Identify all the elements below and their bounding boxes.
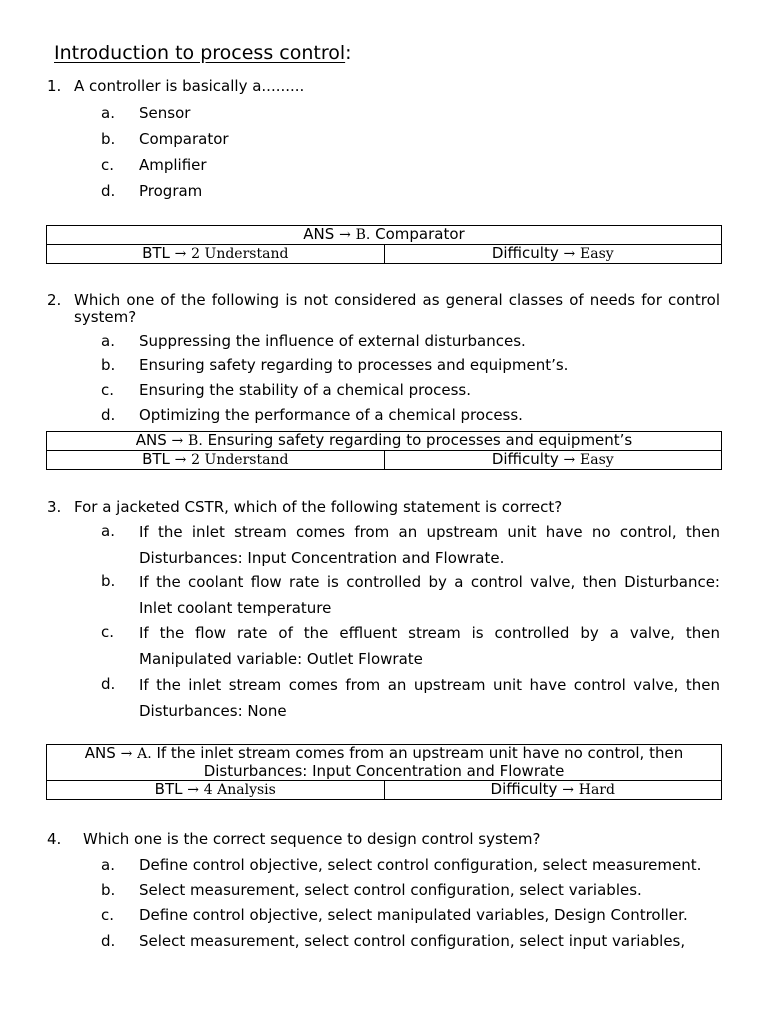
- question-number: 4.: [47, 830, 62, 848]
- btl-cell: BTL → 2 Understand: [47, 451, 385, 470]
- option-text: Ensuring the stability of a chemical process.: [139, 381, 471, 399]
- question-number: 2.: [47, 291, 62, 309]
- answer-cell: ANS → B. Comparator: [47, 226, 722, 245]
- option-text: Ensuring safety regarding to processes and equipment’s.: [139, 356, 569, 374]
- question-4: [47, 831, 720, 848]
- option-4d: [101, 933, 720, 950]
- btl-cell: BTL → 2 Understand: [47, 245, 385, 264]
- option-text: Amplifier: [139, 156, 207, 174]
- option-text: Define control objective, select control configuration, select measurement.: [139, 856, 702, 874]
- option-label: b.: [101, 572, 116, 590]
- option-text: If the inlet stream comes from an upstream unit have no control, then Disturbances: Input Concentration and Flowrate.: [139, 523, 720, 567]
- option-label: c.: [101, 156, 115, 174]
- question-1: [47, 78, 720, 95]
- option-label: a.: [101, 856, 115, 874]
- difficulty-cell: Difficulty → Easy: [384, 245, 722, 264]
- option-label: c.: [101, 906, 115, 924]
- option-3b: [101, 569, 720, 621]
- option-label: c.: [101, 381, 115, 399]
- title-suffix: :: [345, 42, 352, 64]
- option-text: Optimizing the performance of a chemical process.: [139, 406, 523, 424]
- answer-table-1: [46, 225, 722, 264]
- question-text: Which one of the following is not considered as general classes of needs for control system?: [74, 291, 720, 326]
- option-text: If the flow rate of the effluent stream is controlled by a valve, then Manipulated variable: Outlet Flowrate: [139, 624, 720, 668]
- answer-table-3: [46, 744, 722, 800]
- option-label: c.: [101, 623, 115, 641]
- option-2d: [101, 407, 720, 424]
- option-3d: [101, 672, 720, 724]
- question-text: Which one is the correct sequence to design control system?: [83, 830, 541, 848]
- page-title: [54, 42, 352, 64]
- option-text: If the inlet stream comes from an upstream unit have control valve, then Disturbances: None: [139, 676, 720, 720]
- option-label: b.: [101, 130, 116, 148]
- answer-table-2: [46, 431, 722, 470]
- option-2b: [101, 357, 720, 374]
- question-number: 3.: [47, 498, 62, 516]
- option-label: d.: [101, 406, 116, 424]
- question-number: 1.: [47, 77, 62, 95]
- option-4c: [101, 907, 720, 924]
- option-text: Suppressing the influence of external disturbances.: [139, 332, 526, 350]
- option-4a: [101, 857, 720, 874]
- difficulty-cell: Difficulty → Easy: [384, 451, 722, 470]
- option-1d: [101, 183, 720, 200]
- question-text: For a jacketed CSTR, which of the following statement is correct?: [74, 498, 563, 516]
- option-label: a.: [101, 104, 115, 122]
- question-2: [47, 292, 720, 326]
- option-text: Select measurement, select control configuration, select variables.: [139, 881, 642, 899]
- option-1c: [101, 157, 720, 174]
- option-4b: [101, 882, 720, 899]
- option-label: b.: [101, 881, 116, 899]
- option-2c: [101, 382, 720, 399]
- option-3a: [101, 519, 720, 571]
- option-text: Program: [139, 182, 203, 200]
- option-label: d.: [101, 182, 116, 200]
- option-label: d.: [101, 932, 116, 950]
- option-text: Define control objective, select manipulated variables, Design Controller.: [139, 906, 688, 924]
- option-text: Select measurement, select control configuration, select input variables,: [139, 932, 686, 950]
- btl-cell: BTL → 4 Analysis: [47, 781, 385, 800]
- option-text: Comparator: [139, 130, 229, 148]
- question-text: A controller is basically a.........: [74, 77, 305, 95]
- option-1a: [101, 105, 720, 122]
- option-1b: [101, 131, 720, 148]
- option-3c: [101, 620, 720, 672]
- answer-cell: ANS → B. Ensuring safety regarding to processes and equipment’s: [47, 432, 722, 451]
- option-label: a.: [101, 522, 115, 540]
- answer-cell: ANS → A. If the inlet stream comes from an upstream unit have no control, then Disturbances: Input Concentration and Flowrate: [47, 745, 722, 781]
- option-2a: [101, 333, 720, 350]
- option-label: b.: [101, 356, 116, 374]
- difficulty-cell: Difficulty → Hard: [384, 781, 722, 800]
- option-label: a.: [101, 332, 115, 350]
- question-3: [47, 499, 720, 516]
- option-label: d.: [101, 675, 116, 693]
- option-text: If the coolant flow rate is controlled by a control valve, then Disturbance: Inlet coolant temperature: [139, 573, 720, 617]
- title-text: Introduction to process control: [54, 42, 346, 64]
- option-text: Sensor: [139, 104, 191, 122]
